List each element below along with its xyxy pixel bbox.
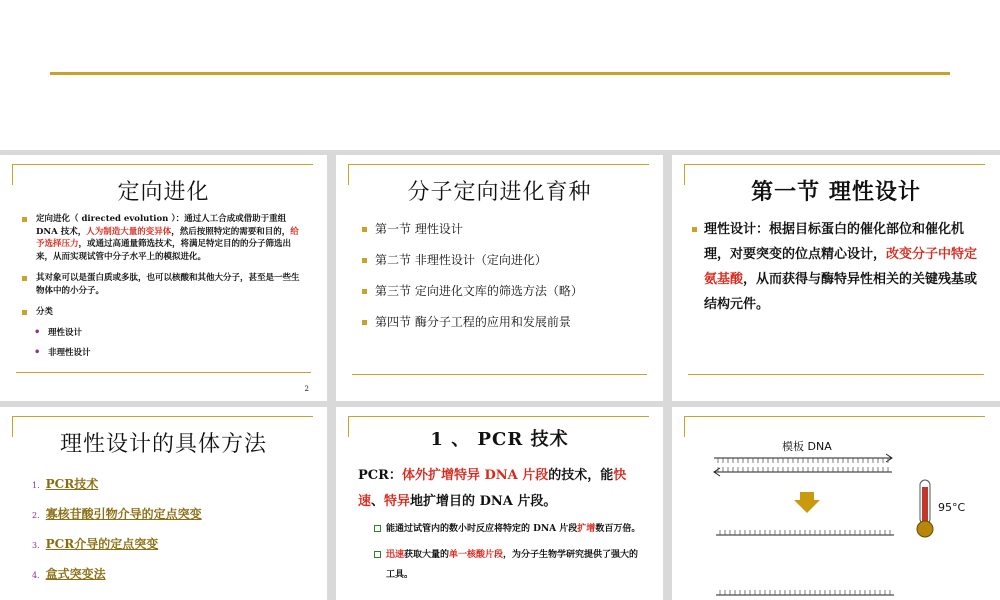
slide-title: 1 、 PCR 技术 [430, 429, 569, 450]
method-list [32, 475, 202, 595]
slide-bottom-rule [688, 374, 984, 375]
page-number: 2 [304, 385, 309, 393]
list-number: 1. [32, 481, 40, 490]
purple-dot-icon: • [34, 326, 41, 338]
text: ，为分子生物学研究提供了强大的工具。 [386, 550, 639, 580]
purple-dot-icon: • [34, 347, 41, 358]
slide-thumbnail-6[interactable] [672, 407, 1000, 600]
text: PCR： [358, 468, 402, 483]
text: 地扩增目的 DNA 片段。 [410, 494, 557, 509]
text: 、 [371, 494, 385, 509]
bullet-marker [22, 310, 27, 315]
method-item [32, 565, 202, 582]
highlight-text: 给予选择压力 [36, 226, 299, 249]
slide-title: 分子定向进化育种 [407, 180, 592, 205]
bullet-marker [362, 227, 367, 232]
text: 理性设计 [48, 327, 83, 338]
down-arrow-icon [794, 492, 820, 513]
toc-item-label: 第四节 酶分子工程的应用和发展前景 [375, 315, 571, 329]
bullet-marker [362, 289, 367, 294]
sub-bullet [22, 327, 304, 340]
toc-item [362, 283, 583, 299]
slide-1-body [22, 213, 304, 360]
text: ，然后按照特定的需要和目的， [171, 226, 291, 237]
slide-bottom-rule [352, 374, 647, 375]
text: 的技术，能 [548, 468, 614, 483]
pcr-features [374, 519, 646, 585]
thermometer-icon [917, 480, 933, 537]
sub-bullet [22, 347, 304, 360]
slide-thumbnail-4[interactable] [0, 407, 327, 600]
feature-item [374, 545, 646, 585]
text: 数百万倍。 [595, 524, 641, 534]
method-link-cassette[interactable]: 盒式突变法 [45, 567, 106, 581]
text: 分类 [36, 307, 54, 317]
bullet-marker [362, 258, 367, 263]
toc-item-label: 第一节 理性设计 [375, 222, 463, 236]
method-item [32, 505, 202, 522]
slide-bottom-rule [16, 372, 311, 373]
bullet-marker [362, 320, 367, 325]
text: 理性设计：根据目标蛋白的催化部位和催化机理，对要突变的位点精心设计， [704, 222, 965, 262]
toc-list [362, 221, 583, 345]
toc-item [362, 252, 583, 268]
text: 其对象可以是蛋白质或多肽，也可以核酸和其他大分子，甚至是一些生物体中的小分子。 [36, 273, 300, 296]
text: ，从而获得与酶特异性相关的关键残基或结构元件。 [704, 272, 978, 312]
text: ，或通过高通量筛选技术，将满足特定目的的分子筛选出来，从而实现试管中分子水平上的模拟进化。 [36, 239, 292, 262]
toc-item [362, 314, 583, 330]
toc-item-label: 第二节 非理性设计（定向进化） [375, 253, 547, 267]
method-link-pcr[interactable]: PCR技术 [45, 477, 99, 491]
slide-thumbnail-3[interactable] [672, 155, 1000, 401]
method-item [32, 535, 202, 552]
slide-3-body [692, 217, 989, 317]
top-divider [50, 72, 950, 75]
feature-item [374, 519, 646, 539]
bullet-object [22, 272, 304, 297]
checkbox-bullet-icon [374, 525, 381, 532]
dna-double-strand-top [714, 454, 892, 476]
text: 非理性设计 [48, 348, 91, 358]
bullet-category [22, 306, 304, 319]
toc-item [362, 221, 583, 237]
list-number: 4. [32, 571, 40, 580]
method-link-pcr-mutagenesis[interactable]: PCR介导的定点突变 [45, 537, 159, 551]
highlight-text: 单一核酸片段 [449, 550, 504, 560]
text: 能通过试管内的数小时反应将特定的 DNA 片段 [386, 524, 578, 534]
highlight-text: 改变分子中特定氨基酸 [704, 247, 978, 287]
highlight-text: 人为制造大量的变异体 [86, 226, 172, 237]
toc-item-label: 第三节 定向进化文库的筛选方法（略） [375, 284, 583, 298]
slide-title: 理性设计的具体方法 [59, 432, 267, 457]
method-item [32, 475, 202, 492]
dna-double-strand-bottom [716, 590, 894, 595]
slide-title: 第一节 理性设计 [751, 180, 921, 205]
bullet-definition [22, 213, 304, 263]
text: 获取大量的 [404, 550, 450, 560]
slide-thumbnail-1[interactable] [0, 155, 327, 401]
slide-thumbnail-2[interactable] [336, 155, 663, 401]
slide-thumbnail-5[interactable] [336, 407, 663, 600]
highlight-text: 特异 [384, 494, 411, 509]
highlight-text: 体外扩增特异 DNA 片段 [401, 468, 549, 483]
dna-double-strand-middle [716, 530, 894, 535]
bullet-marker [22, 276, 27, 281]
top-blank-area [0, 0, 1000, 150]
slide-title: 定向进化 [117, 180, 210, 205]
list-number: 3. [32, 541, 40, 550]
temperature-label: 95°C [938, 501, 966, 514]
template-dna-label: 模板 DNA [782, 440, 832, 453]
bullet-marker [22, 217, 27, 222]
list-number: 2. [32, 511, 40, 520]
checkbox-bullet-icon [374, 551, 381, 558]
highlight-text: 扩增 [577, 524, 596, 534]
bullet-marker [692, 227, 697, 232]
pcr-definition [358, 463, 648, 515]
method-link-oligo[interactable]: 寡核苷酸引物介导的定点突变 [45, 507, 202, 521]
text: 定向进化（ directed evolution ）：通过人工合成或借助于重组 DNA 技术， [36, 214, 295, 237]
highlight-text: 迅速 [386, 550, 405, 560]
highlight-text: 快速 [358, 468, 627, 509]
